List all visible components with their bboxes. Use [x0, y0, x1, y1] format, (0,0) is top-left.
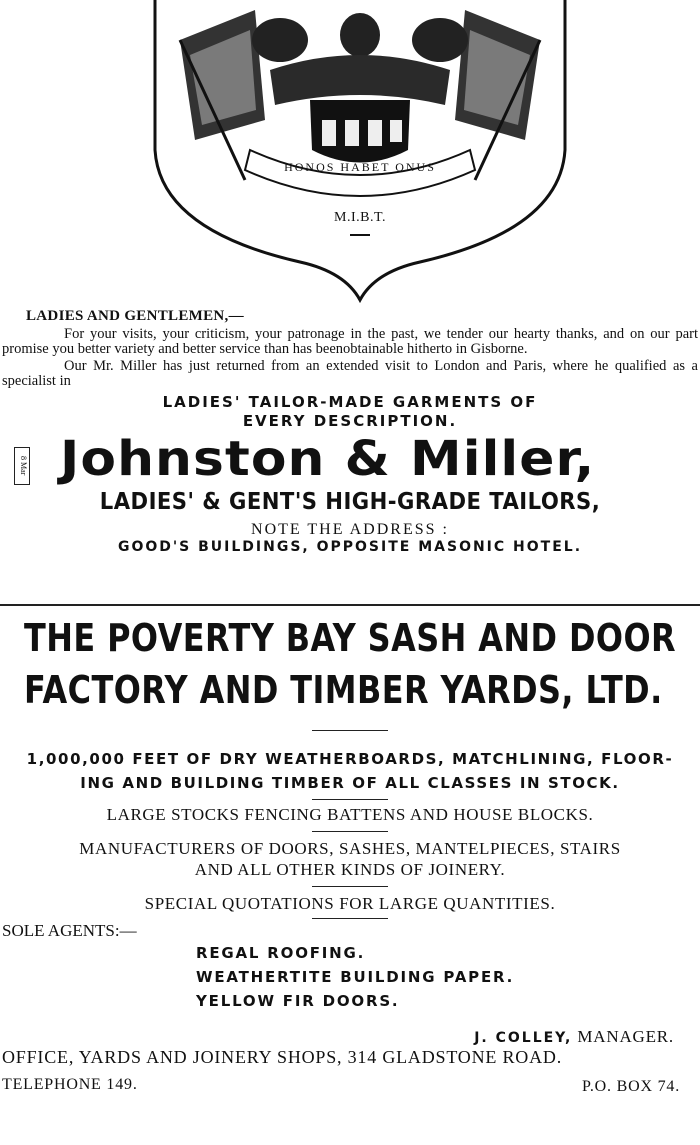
- specialist-text: Our Mr. Miller has just returned from an extended visit to London and Paris, where he qualified as a specialist in: [2, 358, 698, 389]
- note-the-address: NOTE THE ADDRESS :: [251, 521, 449, 538]
- manager-title: MANAGER.: [577, 1027, 674, 1046]
- crest-motto: HONOS HABET ONUS: [284, 160, 436, 174]
- timber-advertisement: [0, 612, 700, 1102]
- shop-address: GOOD'S BUILDINGS, OPPOSITE MASONIC HOTEL.: [117, 539, 583, 555]
- thanks-paragraph: [0, 327, 700, 357]
- agent-item: WEATHERTITE BUILDING PAPER.: [196, 968, 515, 986]
- company-subtitle: LADIES' & GENT'S HIGH-GRADE TAILORS,: [99, 489, 601, 515]
- crest-rule: [350, 234, 370, 236]
- title-line-1: THE POVERTY BAY SASH AND DOOR: [24, 616, 677, 660]
- side-tag: 8 Mar: [14, 447, 30, 485]
- crest-letters: M.I.B.T.: [334, 210, 386, 225]
- manager-row: [0, 1027, 700, 1047]
- contact-row: [0, 1076, 700, 1102]
- fencing-line: LARGE STOCKS FENCING BATTENS AND HOUSE BLOCKS.: [106, 805, 594, 824]
- tailor-advertisement: [0, 308, 700, 555]
- stock-line-1: 1,000,000 FEET OF DRY WEATHERBOARDS, MATCHLINING, FLOOR-: [26, 750, 674, 768]
- rule: [312, 831, 388, 832]
- office-address: OFFICE, YARDS AND JOINERY SHOPS, 314 GLADSTONE ROAD.: [2, 1047, 563, 1067]
- rule: [312, 730, 388, 731]
- specialty-line-2: EVERY DESCRIPTION.: [242, 412, 458, 430]
- specialty-line-1: LADIES' TAILOR-MADE GARMENTS OF: [162, 393, 538, 411]
- rule: [312, 799, 388, 800]
- coat-of-arms: [150, 0, 570, 305]
- specialty-heading: [0, 393, 700, 431]
- greeting: LADIES AND GENTLEMEN,—: [26, 308, 244, 324]
- specialist-paragraph: [0, 359, 700, 389]
- agent-item: REGAL ROOFING.: [196, 944, 366, 962]
- rule: [312, 918, 388, 919]
- rule: [312, 886, 388, 887]
- manufacturers-line-1: MANUFACTURERS OF DOORS, SASHES, MANTELPIECES, STAIRS: [79, 839, 621, 858]
- section-divider: [0, 604, 700, 606]
- thanks-text: For your visits, your criticism, your patronage in the past, we tender our hearty thanks, and on our part promise you better variety and better service than has beenobtainable hitherto in Gisborne.: [2, 326, 698, 357]
- manager-name: J. COLLEY,: [474, 1030, 573, 1046]
- sole-agents-label: SOLE AGENTS:—: [2, 921, 137, 940]
- stock-line-2: ING AND BUILDING TIMBER OF ALL CLASSES IN STOCK.: [80, 774, 620, 792]
- agents-list: [196, 941, 700, 1013]
- telephone: TELEPHONE 149.: [2, 1076, 138, 1093]
- title-line-2: FACTORY AND TIMBER YARDS, LTD.: [24, 668, 663, 712]
- quotations-line: SPECIAL QUOTATIONS FOR LARGE QUANTITIES.: [144, 894, 556, 913]
- po-box: P.O. BOX 74.: [581, 1078, 680, 1095]
- crest-shield-icon: [150, 0, 570, 305]
- manufacturers-line-2: AND ALL OTHER KINDS OF JOINERY.: [194, 860, 506, 879]
- company-name-row: [0, 433, 700, 489]
- company-name: Johnston & Miller,: [60, 431, 596, 487]
- agent-item: YELLOW FIR DOORS.: [196, 992, 400, 1010]
